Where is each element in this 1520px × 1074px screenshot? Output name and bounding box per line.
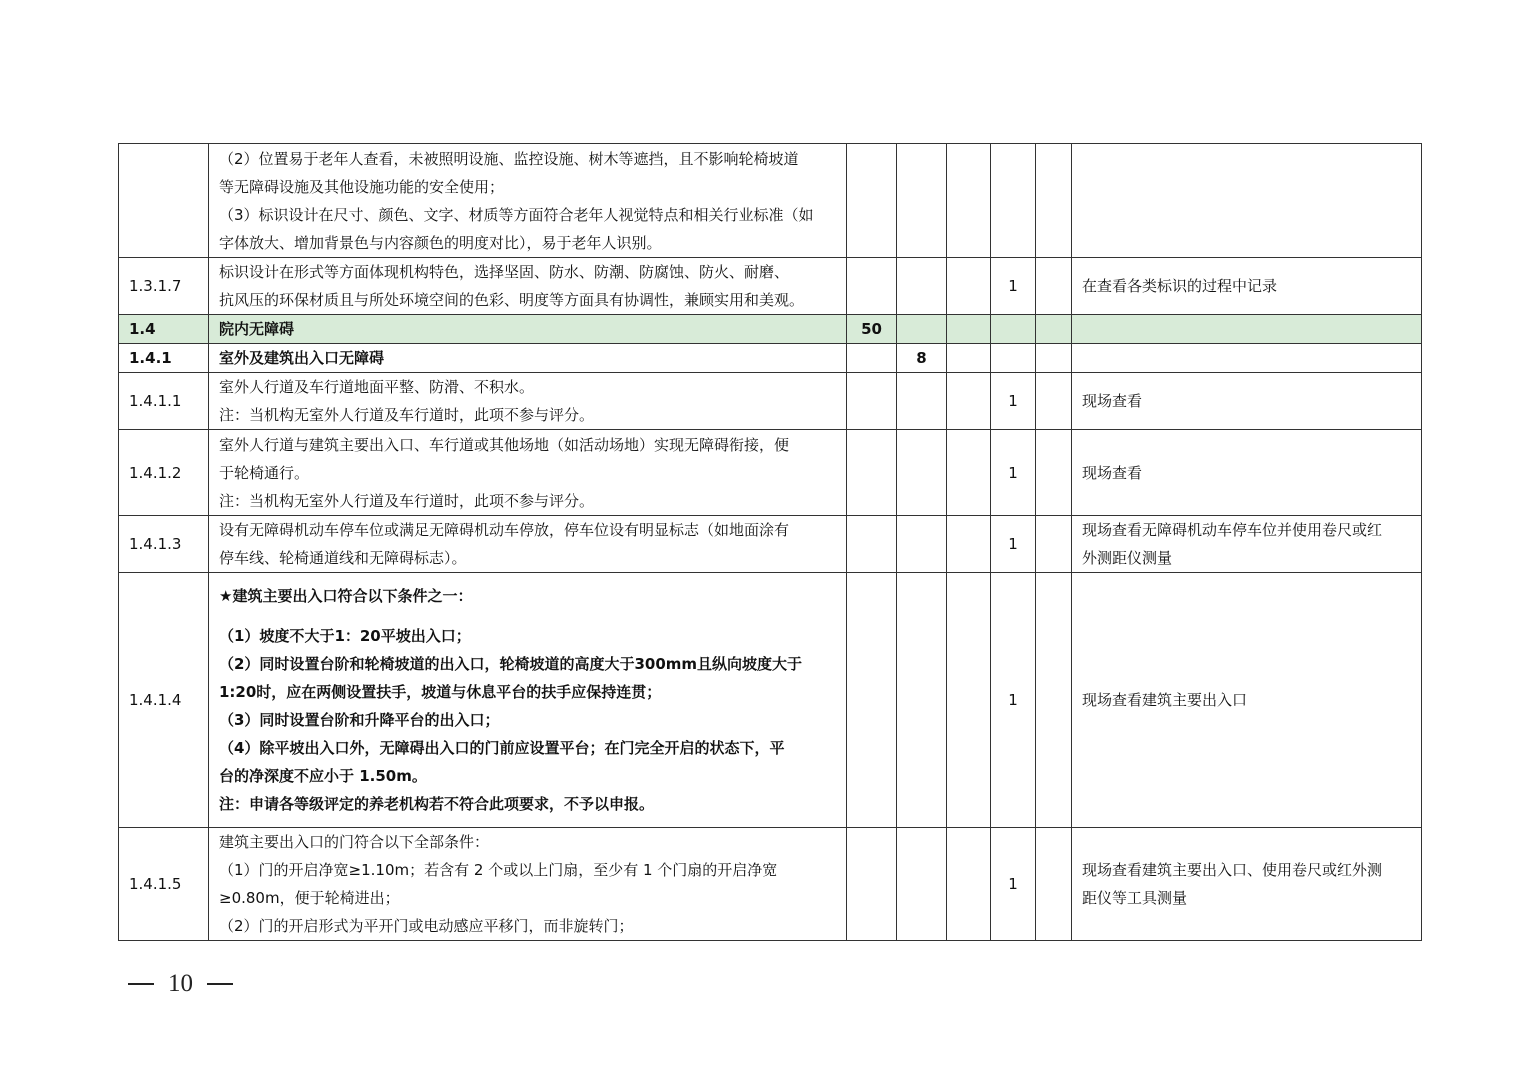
desc-line: （1）坡度不大于1：20平坡出入口； — [219, 627, 471, 645]
score-cell-a — [847, 344, 897, 373]
method-note — [1072, 828, 1422, 941]
section-title: 院内无障碍 — [209, 315, 847, 344]
score-cell-d — [991, 315, 1036, 344]
score-cell-b — [897, 573, 947, 828]
table-row — [119, 144, 1422, 258]
desc-line: （2）同时设置台阶和轮椅坡道的出入口，轮椅坡道的高度大于300mm且纵向坡度大于 — [219, 655, 803, 673]
item-description — [209, 828, 847, 941]
table-row — [119, 516, 1422, 573]
item-code: 1.4.1.3 — [119, 516, 209, 573]
table-row — [119, 373, 1422, 430]
note-line: 外测距仪测量 — [1082, 549, 1173, 567]
method-note: 在查看各类标识的过程中记录 — [1072, 258, 1422, 315]
desc-line: 等无障碍设施及其他设施功能的安全使用； — [219, 177, 505, 196]
desc-line: 注：申请各等级评定的养老机构若不符合此项要求，不予以申报。 — [219, 795, 655, 813]
desc-line: 注：当机构无室外人行道及车行道时，此项不参与评分。 — [219, 406, 595, 424]
score-cell-d — [991, 144, 1036, 258]
item-code: 1.4.1.2 — [119, 430, 209, 516]
item-code — [119, 144, 209, 258]
method-note — [1072, 144, 1422, 258]
score-cell-c — [947, 828, 991, 941]
score-cell-e — [1036, 573, 1072, 828]
table-row — [119, 258, 1422, 315]
desc-line: （2）位置易于老年人查看，未被照明设施、监控设施、树木等遮挡，且不影响轮椅坡道 — [219, 149, 799, 168]
page-footer — [128, 970, 233, 998]
method-note — [1072, 315, 1422, 344]
score-cell-c — [947, 430, 991, 516]
score-cell-d: 1 — [991, 258, 1036, 315]
score-cell-e — [1036, 144, 1072, 258]
score-cell-d: 1 — [991, 516, 1036, 573]
item-description — [209, 258, 847, 315]
score-cell-b — [897, 828, 947, 941]
score-cell-a — [847, 258, 897, 315]
desc-line: 室外人行道与建筑主要出入口、车行道或其他场地（如活动场地）实现无障碍衔接，便 — [219, 435, 790, 454]
score-cell-e — [1036, 315, 1072, 344]
item-description — [209, 430, 847, 516]
subsection-row — [119, 344, 1422, 373]
star-requirement-heading: ★建筑主要出入口符合以下条件之一： — [219, 587, 473, 605]
score-cell-c — [947, 258, 991, 315]
section-code: 1.4 — [119, 315, 209, 344]
score-cell-e — [1036, 516, 1072, 573]
item-description — [209, 144, 847, 258]
score-cell-e — [1036, 828, 1072, 941]
desc-line: 1:20时，应在两侧设置扶手，坡道与休息平台的扶手应保持连贯； — [219, 683, 662, 701]
table-row — [119, 573, 1422, 828]
score-cell-c — [947, 573, 991, 828]
desc-line: 台的净深度不应小于 1.50m。 — [219, 767, 427, 785]
score-cell-c — [947, 315, 991, 344]
score-cell-d: 1 — [991, 430, 1036, 516]
score-cell-b — [897, 430, 947, 516]
table-row — [119, 828, 1422, 941]
note-line: 现场查看建筑主要出入口、使用卷尺或红外测 — [1082, 861, 1383, 879]
score-cell-b — [897, 373, 947, 430]
desc-line: （2）门的开启形式为平开门或电动感应平移门，而非旋转门； — [219, 917, 634, 935]
item-code: 1.4.1.1 — [119, 373, 209, 430]
score-cell-d: 1 — [991, 373, 1036, 430]
score-cell-b: 8 — [897, 344, 947, 373]
note-line: 现场查看无障碍机动车停车位并使用卷尺或红 — [1082, 521, 1383, 539]
score-cell-d — [991, 344, 1036, 373]
subsection-code: 1.4.1 — [119, 344, 209, 373]
score-cell-a — [847, 828, 897, 941]
desc-line: 注：当机构无室外人行道及车行道时，此项不参与评分。 — [219, 491, 595, 510]
score-cell-a — [847, 516, 897, 573]
score-cell-b — [897, 144, 947, 258]
table-row — [119, 430, 1422, 516]
method-note — [1072, 344, 1422, 373]
desc-line: 停车线、轮椅通道线和无障碍标志）。 — [219, 549, 467, 567]
item-code: 1.4.1.5 — [119, 828, 209, 941]
item-code: 1.3.1.7 — [119, 258, 209, 315]
evaluation-table — [118, 143, 1422, 941]
score-cell-a — [847, 573, 897, 828]
score-cell-b — [897, 258, 947, 315]
desc-line: 于轮椅通行。 — [219, 463, 310, 482]
item-description — [209, 373, 847, 430]
footer-dash-left — [128, 983, 154, 985]
method-note — [1072, 516, 1422, 573]
page-number: 10 — [168, 970, 193, 997]
score-cell-d: 1 — [991, 573, 1036, 828]
desc-line: （3）标识设计在尺寸、颜色、文字、材质等方面符合老年人视觉特点和相关行业标准（如 — [219, 205, 814, 224]
note-line: 距仪等工具测量 — [1082, 889, 1188, 907]
score-cell-c — [947, 344, 991, 373]
score-cell-e — [1036, 373, 1072, 430]
score-cell-b — [897, 315, 947, 344]
desc-line: （1）门的开启净宽≥1.10m；若含有 2 个或以上门扇，至少有 1 个门扇的开启净宽 — [219, 861, 778, 879]
desc-line: 标识设计在形式等方面体现机构特色，选择坚固、防水、防潮、防腐蚀、防火、耐磨、 — [219, 263, 790, 281]
score-cell-c — [947, 144, 991, 258]
desc-line: （3）同时设置台阶和升降平台的出入口； — [219, 711, 500, 729]
desc-line: （4）除平坡出入口外，无障碍出入口的门前应设置平台；在门完全开启的状态下，平 — [219, 739, 785, 757]
score-cell-b — [897, 516, 947, 573]
desc-line: 字体放大、增加背景色与内容颜色的明度对比），易于老年人识别。 — [219, 233, 662, 252]
score-cell-e — [1036, 344, 1072, 373]
desc-line: ≥0.80m，便于轮椅进出； — [219, 889, 400, 907]
method-note: 现场查看 — [1072, 373, 1422, 430]
score-cell-a: 50 — [847, 315, 897, 344]
desc-line: 室外人行道及车行道地面平整、防滑、不积水。 — [219, 378, 535, 396]
subsection-title: 室外及建筑出入口无障碍 — [209, 344, 847, 373]
score-cell-e — [1036, 258, 1072, 315]
desc-line: 抗风压的环保材质且与所处环境空间的色彩、明度等方面具有协调性，兼顾实用和美观。 — [219, 291, 805, 309]
score-cell-a — [847, 373, 897, 430]
item-code: 1.4.1.4 — [119, 573, 209, 828]
footer-dash-right — [207, 983, 233, 985]
item-description — [209, 573, 847, 828]
method-note: 现场查看建筑主要出入口 — [1072, 573, 1422, 828]
score-cell-a — [847, 430, 897, 516]
item-description — [209, 516, 847, 573]
score-cell-e — [1036, 430, 1072, 516]
method-note: 现场查看 — [1072, 430, 1422, 516]
score-cell-a — [847, 144, 897, 258]
section-row — [119, 315, 1422, 344]
score-cell-c — [947, 373, 991, 430]
score-cell-c — [947, 516, 991, 573]
desc-line: 建筑主要出入口的门符合以下全部条件： — [219, 833, 490, 851]
score-cell-d: 1 — [991, 828, 1036, 941]
desc-line: 设有无障碍机动车停车位或满足无障碍机动车停放，停车位设有明显标志（如地面涂有 — [219, 521, 790, 539]
